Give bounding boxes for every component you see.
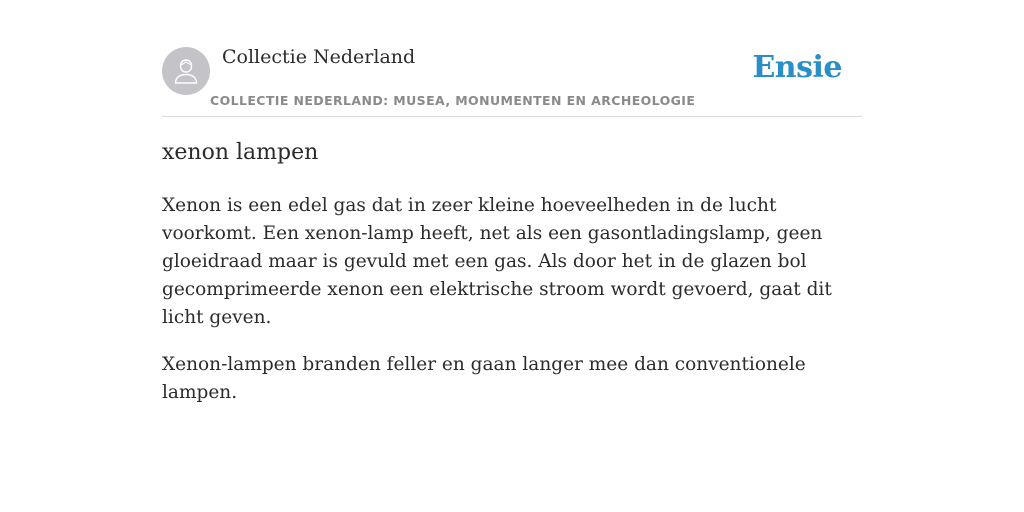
entry-header	[162, 0, 862, 117]
entry-container	[162, 0, 862, 403]
user-icon	[171, 56, 201, 86]
brand-logo[interactable]: Ensie	[752, 50, 842, 85]
entry-content	[162, 192, 862, 426]
author-name[interactable]: Collectie Nederland	[222, 46, 416, 68]
entry-paragraph: Xenon-lampen branden feller en gaan langer mee dan conventionele lampen.	[162, 354, 806, 403]
author-avatar[interactable]	[162, 47, 210, 95]
entry-title: xenon lampen	[162, 140, 319, 165]
source-label[interactable]: COLLECTIE NEDERLAND: MUSEA, MONUMENTEN EN ARCHEOLOGIE	[210, 93, 696, 108]
entry-paragraph: Xenon is een edel gas dat in zeer kleine hoeveelheden in de lucht voorkomt. Een xenon-lamp heeft, net als een gasontladingslamp, geen gloeidraad maar is gevuld met een gas. Als door het in de glazen bol gecomprimeerde xenon een elektrische stroom wordt gevoerd, gaat dit licht geven.	[162, 195, 832, 328]
